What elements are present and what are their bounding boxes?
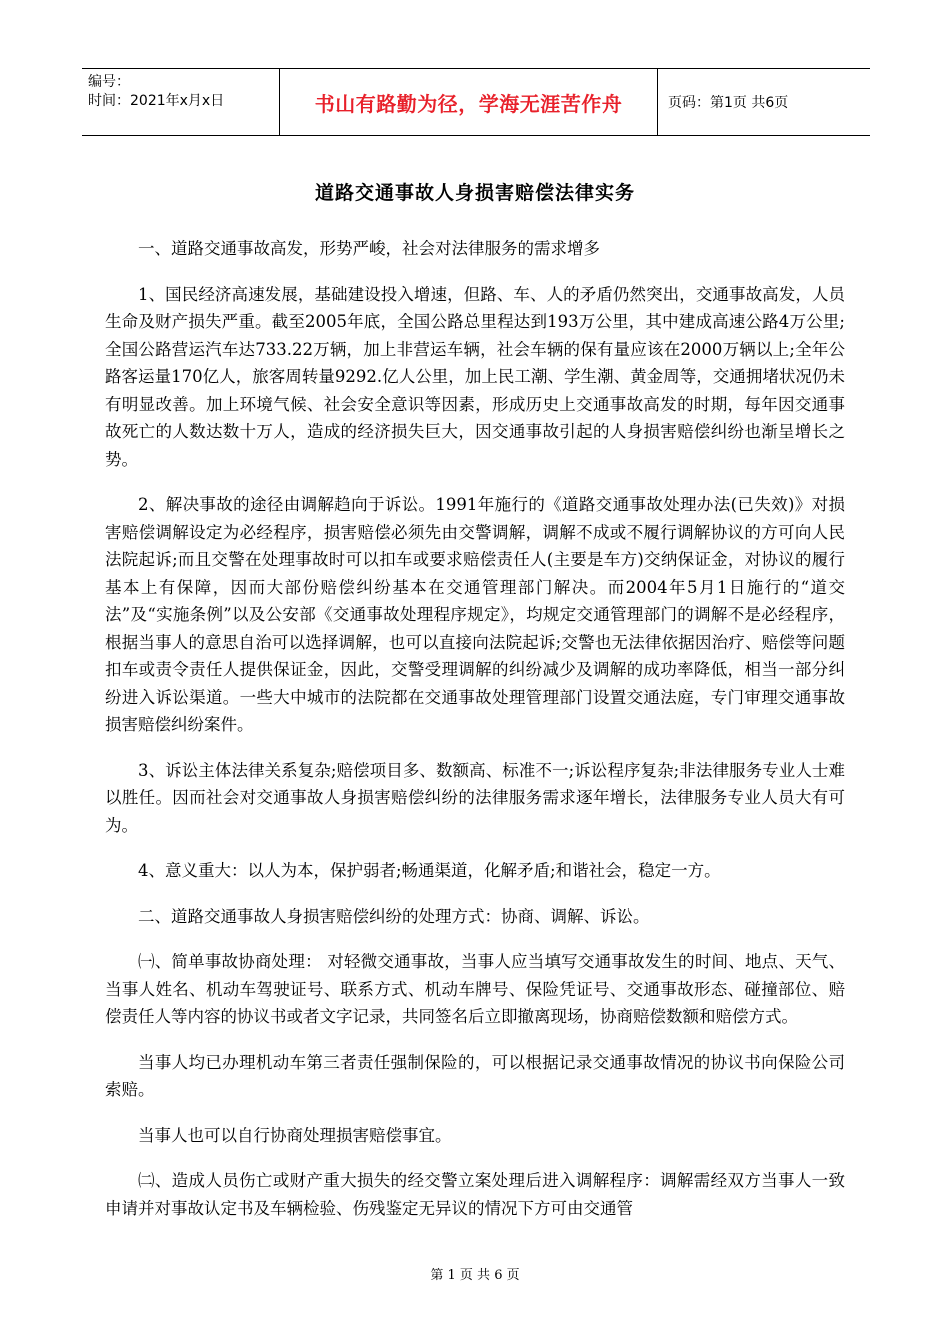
paragraph: 4、意义重大：以人为本，保护弱者;畅通渠道，化解矛盾;和谐社会，稳定一方。 [138,861,721,880]
header-motto: 书山有路勤为径，学海无涯苦作舟 [280,69,658,135]
document-number-label: 编号： [88,74,130,90]
header-page-info: 页码：第1页 共6页 [668,95,789,111]
paragraph: ㈡、造成人员伤亡或财产重大损失的经交警立案处理后进入调解程序：调解需经双方当事人一致申请并对事故认定书及车辆检验、伤残鉴定无异议的情况下方可由交通管 [105,1171,845,1218]
paragraph: 2、解决事故的途径由调解趋向于诉讼。1991年施行的《道路交通事故处理办法(已失效)》对损害赔偿调解设定为必经程序，损害赔偿必须先由交警调解，调解不成或不履行调解协议的方可向人民法院起诉;而且交警在处理事故时可以扣车或要求赔偿责任人(主要是车方)交纳保证金，对协议的履行基本上有保障，因而大部份赔偿纠纷基本在交通管理部门解决。而2004年5月1日施行的“道交法”及“实施条例”以及公安部《交通事故处理程序规定》，均规定交通管理部门的调解不是必经程序，根据当事人的意思自治可以选择调解，也可以直接向法院起诉;交警也无法律依据因治疗、赔偿等问题扣车或责令责任人提供保证金，因此，交警受理调解的纠纷减少及调解的成功率降低，相当一部分纠纷进入诉讼渠道。一些大中城市的法院都在交通事故处理管理部门设置交通法庭，专门审理交通事故损害赔偿纠纷案件。 [105,495,845,734]
document-time-label: 时间：2021年x月x日 [88,93,225,109]
document-body [105,235,845,1240]
document-title: 道路交通事故人身损害赔偿法律实务 [314,182,635,204]
paragraph: 二、道路交通事故人身损害赔偿纠纷的处理方式：协商、调解、诉讼。 [138,906,650,926]
paragraph: 3、诉讼主体法律关系复杂;赔偿项目多、数额高、标准不一;诉讼程序复杂;非法律服务专业人士难以胜任。因而社会对交通事故人身损害赔偿纠纷的法律服务需求逐年增长，法律服务专业人员大有可为。 [105,760,845,835]
paragraph: 当事人也可以自行协商处理损害赔偿事宜。 [138,1125,452,1145]
paragraph: ㈠、简单事故协商处理： 对轻微交通事故，当事人应当填写交通事故发生的时间、地点、天气、当事人姓名、机动车驾驶证号、联系方式、机动车牌号、保险凭证号、交通事故形态、碰撞部位、赔偿责任人等内容的协议书或者文字记录，共同签名后立即撤离现场，协商赔偿数额和赔偿方式。 [105,952,845,1026]
page-footer: 第 1 页 共 6 页 [430,1268,520,1283]
header-meta-cell [82,69,280,135]
paragraph: 1、国民经济高速发展，基础建设投入增速，但路、车、人的矛盾仍然突出，交通事故高发，人员生命及财产损失严重。截至2005年底，全国公路总里程达到193万公里，其中建成高速公路4万公里;全国公路营运汽车达733.22万辆，加上非营运车辆，社会车辆的保有量应该在2000万辆以上;全年公路客运量170亿人，旅客周转量9292.亿人公里，加上民工潮、学生潮、黄金周等，交通拥堵状况仍未有明显改善。加上环境气候、社会安全意识等因素，形成历史上交通事故高发的时期，每年因交通事故死亡的人数达数十万人，造成的经济损失巨大，因交通事故引起的人身损害赔偿纠纷也渐呈增长之势。 [105,284,845,469]
paragraph: 当事人均已办理机动车第三者责任强制保险的，可以根据记录交通事故情况的协议书向保险公司索赔。 [105,1052,845,1099]
paragraph: 一、道路交通事故高发，形势严峻，社会对法律服务的需求增多 [138,239,600,258]
header-table [82,68,870,136]
